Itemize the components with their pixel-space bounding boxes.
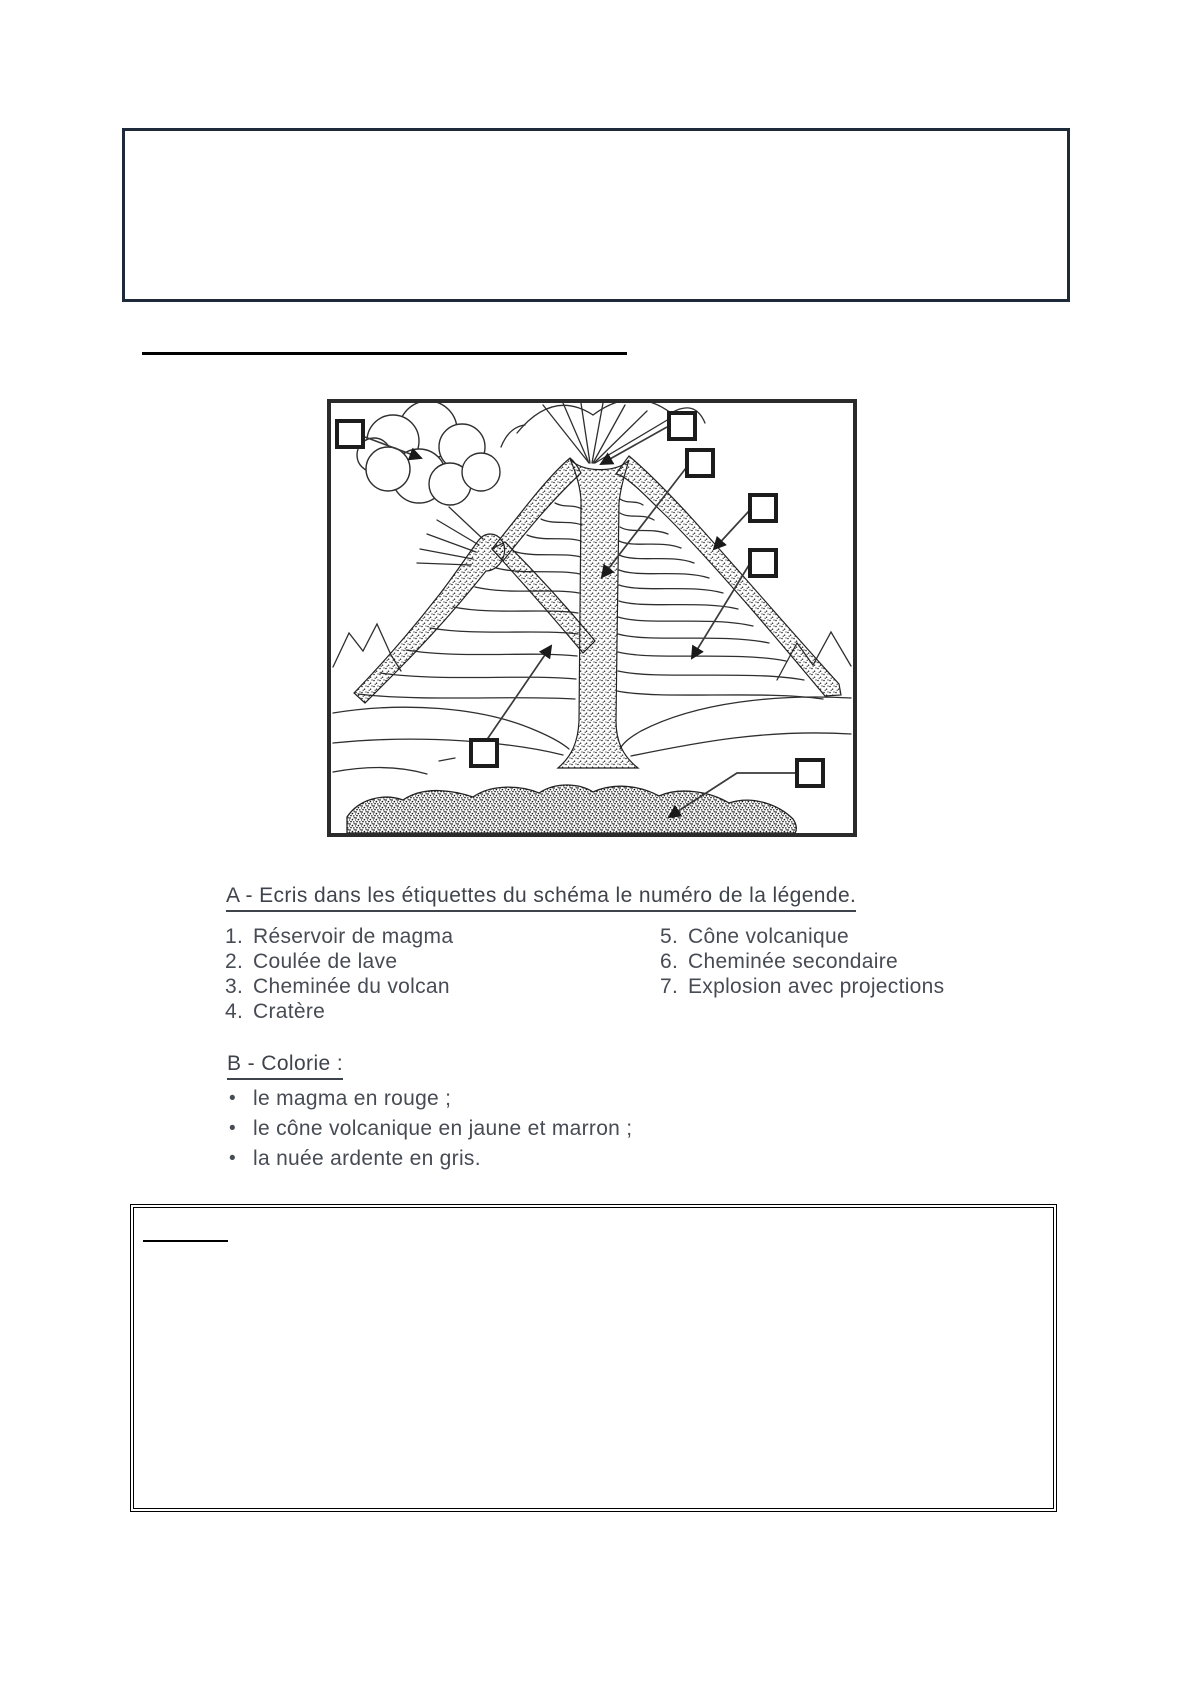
legend-number: 3. — [225, 975, 244, 998]
bullet-icon: • — [229, 1148, 236, 1169]
legend-label: Cheminée du volcan — [253, 975, 450, 998]
answer-writing-box[interactable] — [130, 1204, 1057, 1512]
legend-label: Cheminée secondaire — [688, 950, 898, 973]
legend-number: 2. — [225, 950, 244, 973]
legend-label: Cratère — [253, 1000, 326, 1023]
legend-item — [225, 999, 453, 1024]
bullet-item — [229, 1146, 632, 1176]
bullet-icon: • — [229, 1088, 236, 1109]
cone-crust-right — [616, 456, 841, 696]
bullet-item — [229, 1086, 632, 1116]
colorie-bullet-list — [229, 1086, 632, 1176]
answer-box-6[interactable] — [469, 738, 499, 768]
answer-box-1[interactable] — [335, 419, 365, 449]
legend-label: Réservoir de magma — [253, 925, 454, 948]
bullet-label: le magma en rouge ; — [253, 1087, 452, 1110]
legend-item — [225, 974, 453, 999]
bullet-label: le cône volcanique en jaune et marron ; — [253, 1117, 633, 1140]
title-writing-line[interactable] — [142, 352, 627, 355]
legend-number: 7. — [660, 975, 679, 998]
legend-list-left — [225, 924, 453, 1024]
legend-item — [225, 949, 453, 974]
legend-number: 1. — [225, 925, 244, 948]
legend-number: 4. — [225, 1000, 244, 1023]
volcano-illustration — [331, 403, 853, 833]
legend-number: 6. — [660, 950, 679, 973]
bullet-item — [229, 1116, 632, 1146]
legend-item — [660, 924, 944, 949]
legend-label: Coulée de lave — [253, 950, 398, 973]
section-a-heading: A - Ecris dans les étiquettes du schéma le numéro de la légende. — [226, 884, 856, 912]
legend-item — [225, 924, 453, 949]
answer-box-7[interactable] — [795, 758, 825, 788]
legend-number: 5. — [660, 925, 679, 948]
answer-box-5[interactable] — [748, 548, 778, 578]
magma-reservoir — [347, 785, 796, 833]
answer-writing-line[interactable] — [143, 1240, 228, 1242]
legend-label: Explosion avec projections — [688, 975, 945, 998]
legend-label: Cône volcanique — [688, 925, 849, 948]
bullet-icon: • — [229, 1118, 236, 1139]
legend-item — [660, 974, 944, 999]
bullet-label: la nuée ardente en gris. — [253, 1147, 481, 1170]
section-b-heading: B - Colorie : — [227, 1052, 343, 1080]
legend-list-right — [660, 924, 944, 999]
legend-item — [660, 949, 944, 974]
volcano-diagram-frame — [327, 399, 857, 837]
ash-cloud — [357, 403, 500, 505]
answer-box-4[interactable] — [748, 493, 778, 523]
header-writing-box[interactable] — [122, 128, 1070, 302]
answer-box-2[interactable] — [667, 411, 697, 441]
answer-box-3[interactable] — [685, 448, 715, 478]
